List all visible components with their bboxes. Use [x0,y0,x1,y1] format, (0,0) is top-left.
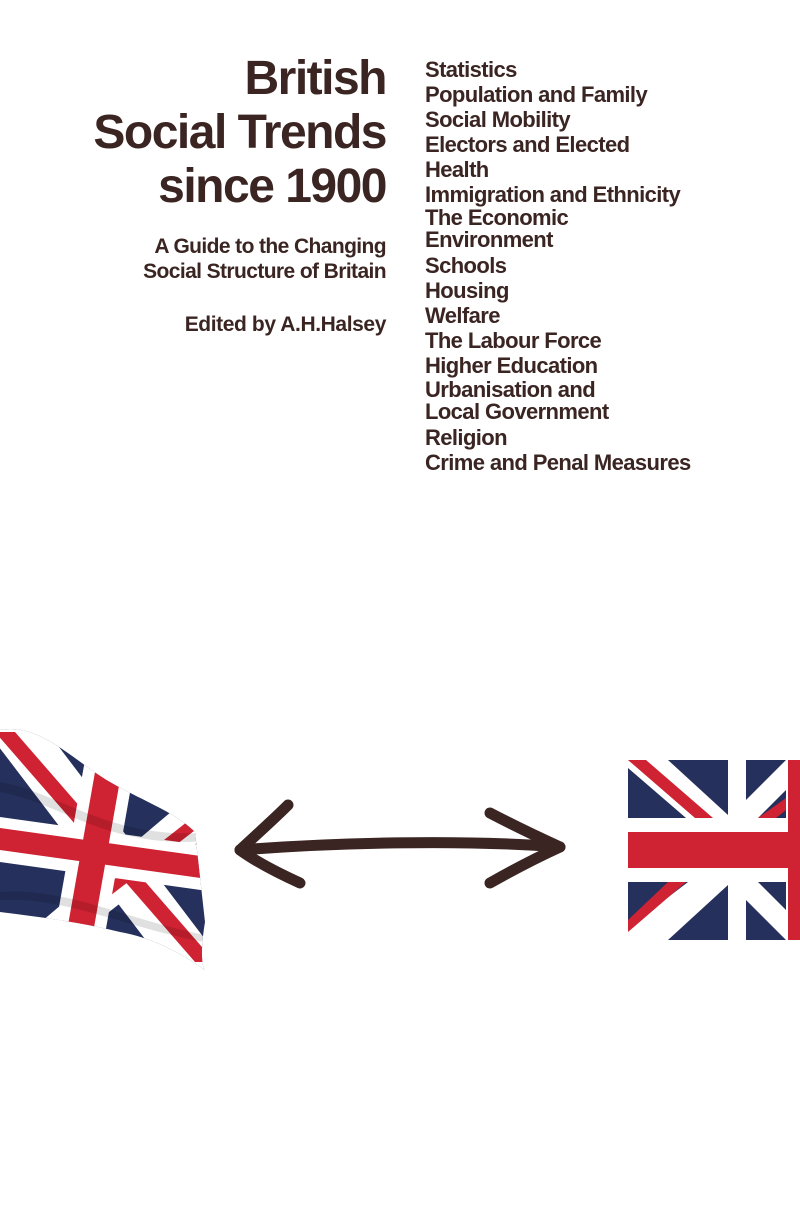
contents-item: Immigration and Ethnicity [425,181,681,207]
contents-item-line: The Economic [425,205,569,231]
title-line-2: Social Trends [93,106,386,159]
title-line-1: British [244,52,386,105]
contents-item: Health [425,156,489,182]
subtitle-line-2: Social Structure of Britain [143,260,386,283]
subtitle [6,234,386,284]
contents-item-line: Environment [425,227,553,253]
contents-item: Social Mobility [425,106,571,132]
contents-item: Electors and Elected [425,131,630,157]
contents-item: Welfare [425,303,500,329]
contents-item [425,207,691,251]
union-jack-flat-icon [628,760,800,940]
subtitle-line-1: A Guide to the Changing [154,235,386,258]
contents-item: Crime and Penal Measures [425,449,691,475]
contents-item: Population and Family [425,81,648,107]
double-headed-arrow-icon [228,795,573,895]
contents-item: Schools [425,253,507,279]
contents-item: Religion [425,424,507,450]
contents-item-line: Local Government [425,398,609,424]
contents-item: The Labour Force [425,328,602,354]
title-block [6,52,386,337]
contents-item: Statistics [425,57,517,82]
contents-item: Housing [425,278,509,304]
contents-item: Higher Education [425,353,598,379]
contents-item [425,376,691,424]
editor-credit: Edited by A.H.Halsey [184,313,386,336]
title-line-3: since 1900 [158,160,386,213]
contents-list [425,58,691,476]
union-jack-waving-icon [0,722,215,972]
contents-item-line: Urbanisation and [425,376,596,402]
